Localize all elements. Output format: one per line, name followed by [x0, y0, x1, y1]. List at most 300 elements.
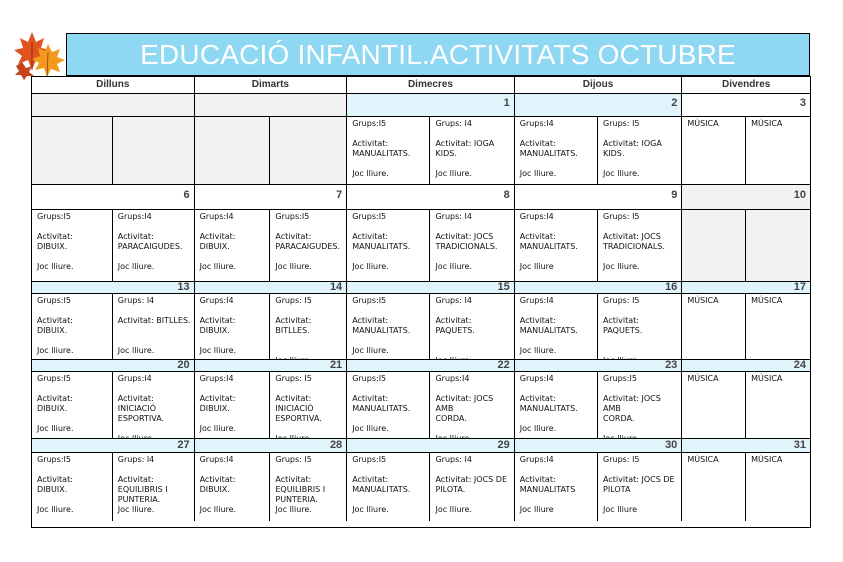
- activity-line: [520, 465, 595, 475]
- activity-line: [275, 424, 344, 434]
- activity-line: TRADICIONALS.: [435, 242, 498, 251]
- activity-line: DIBUIX.: [199, 242, 230, 251]
- day-activity-cell: [347, 294, 515, 360]
- activity-line: Activitat: PAQUETS.: [435, 316, 475, 335]
- activity-line: DIBUIX.: [37, 404, 68, 413]
- activity-line: Activitat: BITLLES.: [275, 316, 314, 335]
- activity-line: [603, 384, 679, 394]
- activity-line: Joc lliure.: [199, 505, 237, 514]
- group-activity: [113, 210, 194, 281]
- activity-line: ESPORTIVA.: [275, 414, 322, 423]
- group-activity: [347, 117, 430, 184]
- activity-line: Grups: I4: [435, 296, 472, 305]
- group-activity: [195, 453, 271, 521]
- day-activity-cell: [347, 372, 515, 439]
- group-activity: [682, 294, 746, 359]
- day-number-cell: 14: [195, 282, 348, 294]
- activity-line: Joc lliure.: [275, 505, 312, 514]
- group-activity: [746, 372, 810, 438]
- activity-line: [275, 384, 344, 394]
- date-row: [32, 439, 810, 453]
- day-number-cell: 13: [32, 282, 195, 294]
- activity-line: Grups:I4: [519, 296, 554, 305]
- activity-line: [352, 495, 427, 505]
- group-activity: [32, 453, 113, 521]
- activity-line: Joc lliure.: [603, 262, 640, 271]
- activity-line: [603, 346, 679, 356]
- day-number-cell: 10: [682, 185, 810, 210]
- group-activity: [270, 453, 346, 521]
- group-activity: [746, 210, 810, 281]
- activity-line: Activitat:: [352, 139, 389, 148]
- activity-line: [37, 222, 110, 232]
- day-number-cell: 8: [347, 185, 515, 210]
- activity-line: Activitat:: [519, 316, 556, 325]
- activity-line: Grups:I4: [199, 455, 234, 464]
- group-activity: [682, 117, 746, 184]
- activity-line: [37, 414, 110, 424]
- group-activity: [515, 453, 598, 521]
- group-activity: [430, 372, 513, 438]
- group-activity: [113, 372, 194, 438]
- activity-line: Activitat:: [37, 316, 73, 325]
- activity-line: [200, 306, 268, 316]
- day-number-cell: 7: [195, 185, 348, 210]
- activity-line: Activitat: PAQUETS.: [603, 316, 643, 335]
- activity-line: Activitat:: [117, 475, 154, 484]
- activity-line: [603, 252, 679, 262]
- group-activity: [598, 117, 681, 184]
- activity-line: MÚSICA: [751, 455, 783, 464]
- activity-line: Activitat:: [275, 475, 312, 484]
- activity-line: [435, 252, 511, 262]
- date-row: [32, 185, 810, 210]
- activity-line: Joc lliure.: [352, 346, 389, 355]
- activity-line: [520, 129, 595, 139]
- day-number-cell: 17: [682, 282, 810, 294]
- activity-line: Grups: I4: [435, 455, 472, 464]
- day-activity-cell: [682, 210, 810, 282]
- activity-line: Joc lliure.: [519, 346, 557, 355]
- activity-line: Activitat:: [519, 475, 556, 484]
- activity-line: CORDA.: [435, 414, 467, 423]
- activity-line: [352, 129, 427, 139]
- activity-line: [435, 222, 511, 232]
- activity-line: Joc lliure.: [199, 262, 237, 271]
- day-number-cell: 27: [32, 439, 195, 453]
- day-activity-cell: [515, 210, 683, 282]
- activity-line: [118, 424, 192, 434]
- activity-line: Activitat: BITLLES.: [117, 316, 191, 325]
- group-activity: [113, 453, 194, 521]
- activity-line: EQUILIBRIS I: [117, 485, 168, 494]
- activity-line: Activitat: IOGA: [603, 139, 662, 148]
- activity-line: Joc lliure.: [199, 346, 237, 355]
- activity-line: [200, 414, 268, 424]
- activity-line: Joc lliure.: [199, 424, 237, 433]
- activity-line: MANUALITATS.: [352, 404, 411, 413]
- activity-line: Grups: I5: [603, 212, 640, 221]
- activity-line: [603, 306, 679, 316]
- day-number-cell: 15: [347, 282, 515, 294]
- day-number-cell: 3: [682, 94, 810, 117]
- activity-line: Grups:I5: [352, 374, 387, 383]
- day-number-cell: 29: [347, 439, 515, 453]
- weekday-header-row: [32, 77, 810, 94]
- activity-line: PILOTA: [603, 485, 631, 494]
- activity-line: Joc lliure.: [352, 424, 389, 433]
- activity-line: [352, 306, 427, 316]
- activity-line: Activitat:: [37, 232, 73, 241]
- activity-line: Activitat:: [117, 232, 154, 241]
- activity-line: [603, 336, 679, 346]
- activity-line: Joc lliure.: [37, 424, 74, 433]
- activity-line: Grups:I5: [352, 455, 387, 464]
- activity-line: MÚSICA: [687, 296, 719, 305]
- activity-line: [603, 222, 679, 232]
- activity-line: MÚSICA: [687, 455, 719, 464]
- day-activity-cell: [32, 210, 195, 282]
- activity-line: [200, 336, 268, 346]
- activity-line: Joc lliure.: [519, 424, 557, 433]
- day-number-cell: 2: [515, 94, 683, 117]
- activity-line: ESPORTIVA.: [117, 414, 165, 423]
- activity-line: Joc lliure.: [37, 505, 74, 514]
- activity-line: Joc lliure.: [352, 169, 389, 178]
- activity-line: [603, 159, 679, 169]
- activity-line: [603, 465, 679, 475]
- group-activity: [347, 210, 430, 281]
- activity-line: Grups: I4: [117, 455, 155, 464]
- activity-line: EQUILIBRIS I: [275, 485, 326, 494]
- group-activity: [113, 117, 194, 184]
- day-activity-cell: [32, 117, 195, 185]
- group-activity: [598, 453, 681, 521]
- activity-line: Grups: I4: [117, 296, 155, 305]
- group-activity: [746, 117, 810, 184]
- weekday-header: Dimarts: [195, 77, 348, 93]
- activity-line: [118, 252, 192, 262]
- activity-line: [275, 346, 344, 356]
- activity-line: Grups:I4: [199, 296, 234, 305]
- day-activity-cell: [682, 117, 810, 185]
- activity-line: [435, 384, 511, 394]
- activity-line: MANUALITATS.: [519, 404, 578, 413]
- activity-line: [118, 336, 192, 346]
- activity-line: Activitat:: [352, 394, 389, 403]
- date-row: [32, 94, 810, 117]
- activity-line: Grups:I4: [199, 374, 234, 383]
- activity-line: Grups:I5: [37, 455, 71, 464]
- group-activity: [598, 294, 681, 359]
- activity-line: MANUALITATS.: [519, 149, 578, 158]
- activity-line: DIBUIX.: [37, 326, 68, 335]
- activity-line: [200, 252, 268, 262]
- day-activity-cell: [32, 372, 195, 439]
- day-number-cell: [195, 94, 348, 117]
- day-number-cell: 24: [682, 360, 810, 372]
- activity-line: [603, 129, 679, 139]
- activity-row: [32, 294, 810, 360]
- activity-line: [37, 252, 110, 262]
- activity-line: [275, 465, 344, 475]
- activity-line: Activitat:: [352, 316, 389, 325]
- activity-line: MANUALITATS.: [352, 326, 411, 335]
- activity-line: [520, 336, 595, 346]
- activity-line: [200, 222, 268, 232]
- activity-line: Joc lliure: [519, 262, 554, 271]
- activity-line: MÚSICA: [751, 119, 783, 128]
- activity-line: [352, 159, 427, 169]
- group-activity: [270, 210, 346, 281]
- day-activity-cell: [32, 294, 195, 360]
- group-activity: [515, 117, 598, 184]
- activity-line: MÚSICA: [687, 374, 719, 383]
- group-activity: [195, 117, 271, 184]
- activity-line: PUNTERIA.: [117, 495, 161, 504]
- day-activity-cell: [195, 372, 348, 439]
- activity-line: Grups:I5: [352, 296, 387, 305]
- group-activity: [270, 117, 346, 184]
- activity-line: Activitat:: [199, 394, 236, 403]
- activity-line: Grups:I4: [199, 212, 234, 221]
- activity-line: [435, 346, 511, 356]
- activity-line: DIBUIX.: [199, 404, 230, 413]
- group-activity: [32, 210, 113, 281]
- activity-line: [435, 465, 511, 475]
- activity-line: [520, 306, 595, 316]
- day-number-cell: 16: [515, 282, 683, 294]
- activity-line: PARACAIGUDES.: [117, 242, 183, 251]
- activity-line: DIBUIX.: [37, 242, 68, 251]
- activity-line: Activitat: IOGA: [435, 139, 495, 148]
- group-activity: [32, 117, 113, 184]
- day-activity-cell: [515, 117, 683, 185]
- activity-line: [352, 252, 427, 262]
- date-row: [32, 360, 810, 372]
- group-activity: [430, 453, 513, 521]
- activity-line: [118, 326, 192, 336]
- activity-line: Joc lliure.: [275, 262, 312, 271]
- autumn-leaves-icon: [12, 28, 68, 80]
- activity-line: Joc lliure.: [352, 505, 389, 514]
- group-activity: [746, 294, 810, 359]
- group-activity: [347, 372, 430, 438]
- activity-line: Joc lliure.: [519, 169, 557, 178]
- day-activity-cell: [515, 453, 683, 521]
- group-activity: [682, 453, 746, 521]
- activity-line: Grups:I5: [603, 374, 637, 383]
- activity-line: [37, 465, 110, 475]
- day-number-cell: 1: [347, 94, 515, 117]
- group-activity: [32, 372, 113, 438]
- activity-line: Activitat:: [199, 475, 236, 484]
- calendar-table: [31, 76, 811, 528]
- group-activity: [195, 372, 271, 438]
- activity-line: Joc lliure.: [117, 262, 155, 271]
- activity-line: Joc lliure.: [435, 169, 472, 178]
- day-number-cell: 20: [32, 360, 195, 372]
- activity-line: [200, 465, 268, 475]
- day-activity-cell: [195, 210, 348, 282]
- group-activity: [430, 294, 513, 359]
- activity-line: Grups: I5: [275, 374, 312, 383]
- activity-line: [37, 384, 110, 394]
- weekday-header: Dilluns: [32, 77, 195, 93]
- activity-line: Grups: I5: [603, 296, 640, 305]
- activity-line: Grups:I4: [519, 374, 554, 383]
- day-activity-cell: [682, 294, 810, 360]
- activity-line: [275, 252, 344, 262]
- day-number-cell: [32, 94, 195, 117]
- group-activity: [515, 372, 598, 438]
- activity-line: Joc lliure.: [37, 346, 74, 355]
- activity-line: [520, 252, 595, 262]
- group-activity: [746, 453, 810, 521]
- group-activity: [347, 294, 430, 359]
- activity-line: Activitat:: [352, 475, 389, 484]
- activity-line: Activitat: JOCS AMB: [435, 394, 496, 413]
- activity-line: [352, 414, 427, 424]
- activity-line: DIBUIX.: [199, 485, 230, 494]
- activity-line: Grups:I4: [117, 212, 152, 221]
- activity-line: Grups: I4: [435, 119, 472, 128]
- day-activity-cell: [682, 453, 810, 521]
- activity-line: TRADICIONALS.: [603, 242, 665, 251]
- activity-line: Activitat:: [37, 475, 73, 484]
- activity-line: Grups: I5: [603, 119, 640, 128]
- activity-line: [37, 336, 110, 346]
- activity-line: Grups:I4: [519, 119, 554, 128]
- activity-line: [37, 306, 110, 316]
- group-activity: [113, 294, 194, 359]
- activity-line: Joc lliure.: [37, 262, 74, 271]
- activity-line: [435, 495, 511, 505]
- activity-line: Activitat: JOCS: [603, 232, 661, 241]
- activity-line: Activitat: INICIACIÓ: [117, 394, 157, 413]
- activity-line: Activitat: JOCS DE: [435, 475, 508, 484]
- activity-line: Activitat: JOCS AMB: [603, 394, 664, 413]
- activity-line: [520, 222, 595, 232]
- activity-line: [520, 414, 595, 424]
- weekday-header: Dimecres: [347, 77, 515, 93]
- activity-line: Activitat:: [519, 139, 556, 148]
- activity-line: Grups: I4: [435, 212, 472, 221]
- group-activity: [195, 210, 271, 281]
- activity-line: Grups:I5: [37, 374, 71, 383]
- activity-line: Activitat: INICIACIÓ: [275, 394, 314, 413]
- day-activity-cell: [195, 294, 348, 360]
- activity-line: MANUALITATS: [519, 485, 576, 494]
- activity-line: Joc lliure: [519, 505, 554, 514]
- activity-line: [520, 159, 595, 169]
- day-number-cell: 21: [195, 360, 348, 372]
- activity-line: MANUALITATS.: [519, 242, 578, 251]
- date-row: [32, 282, 810, 294]
- day-activity-cell: [682, 372, 810, 439]
- group-activity: [270, 372, 346, 438]
- activity-line: [520, 384, 595, 394]
- group-activity: [270, 294, 346, 359]
- day-activity-cell: [347, 210, 515, 282]
- activity-line: PUNTERIA.: [275, 495, 318, 504]
- activity-line: Joc lliure.: [435, 505, 472, 514]
- activity-line: [435, 336, 511, 346]
- day-number-cell: 30: [515, 439, 683, 453]
- activity-line: [352, 222, 427, 232]
- activity-row: [32, 210, 810, 282]
- group-activity: [515, 210, 598, 281]
- activity-line: Grups: I5: [275, 296, 312, 305]
- day-number-cell: 31: [682, 439, 810, 453]
- activity-line: PILOTA.: [435, 485, 466, 494]
- activity-line: PARACAIGUDES.: [275, 242, 341, 251]
- activity-line: Activitat:: [37, 394, 73, 403]
- group-activity: [598, 372, 681, 438]
- activity-line: MÚSICA: [751, 374, 783, 383]
- activity-line: [200, 495, 268, 505]
- activity-line: [435, 424, 511, 434]
- activity-line: Activitat: JOCS DE: [603, 475, 675, 484]
- activity-line: DIBUIX.: [199, 326, 230, 335]
- activity-line: [435, 159, 511, 169]
- activity-line: Grups:I4: [117, 374, 152, 383]
- activity-line: [200, 384, 268, 394]
- activity-line: Joc lliure.: [352, 262, 389, 271]
- activity-line: [435, 306, 511, 316]
- group-activity: [430, 117, 513, 184]
- activity-line: [275, 222, 344, 232]
- activity-row: [32, 453, 810, 521]
- activity-line: KIDS.: [435, 149, 457, 158]
- activity-line: Grups:I5: [37, 212, 71, 221]
- activity-line: Grups:I4: [519, 212, 554, 221]
- day-activity-cell: [347, 453, 515, 521]
- activity-line: [275, 306, 344, 316]
- activity-line: [603, 495, 679, 505]
- group-activity: [195, 294, 271, 359]
- group-activity: [430, 210, 513, 281]
- activity-line: Activitat:: [199, 232, 236, 241]
- activity-line: DIBUIX.: [37, 485, 68, 494]
- group-activity: [682, 210, 746, 281]
- day-number-cell: 6: [32, 185, 195, 210]
- page-title: EDUCACIÓ INFANTIL.ACTIVITATS OCTUBRE: [140, 38, 736, 70]
- group-activity: [32, 294, 113, 359]
- activity-line: MANUALITATS.: [519, 326, 578, 335]
- activity-line: [352, 336, 427, 346]
- activity-line: MANUALITATS.: [352, 485, 411, 494]
- day-activity-cell: [195, 453, 348, 521]
- activity-line: Activitat: JOCS: [435, 232, 494, 241]
- activity-line: Grups: I5: [275, 455, 312, 464]
- weekday-header: Dijous: [515, 77, 683, 93]
- activity-line: [118, 465, 192, 475]
- activity-line: Activitat:: [275, 232, 312, 241]
- activity-line: [118, 222, 192, 232]
- activity-row: [32, 117, 810, 185]
- day-activity-cell: [515, 294, 683, 360]
- day-activity-cell: [347, 117, 515, 185]
- activity-line: Activitat:: [199, 316, 236, 325]
- activity-line: Grups:I4: [435, 374, 470, 383]
- title-bar: [66, 33, 810, 76]
- activity-line: [352, 384, 427, 394]
- day-activity-cell: [32, 453, 195, 521]
- day-number-cell: 28: [195, 439, 348, 453]
- activity-line: Joc lliure.: [603, 169, 640, 178]
- activity-line: MANUALITATS.: [352, 242, 411, 251]
